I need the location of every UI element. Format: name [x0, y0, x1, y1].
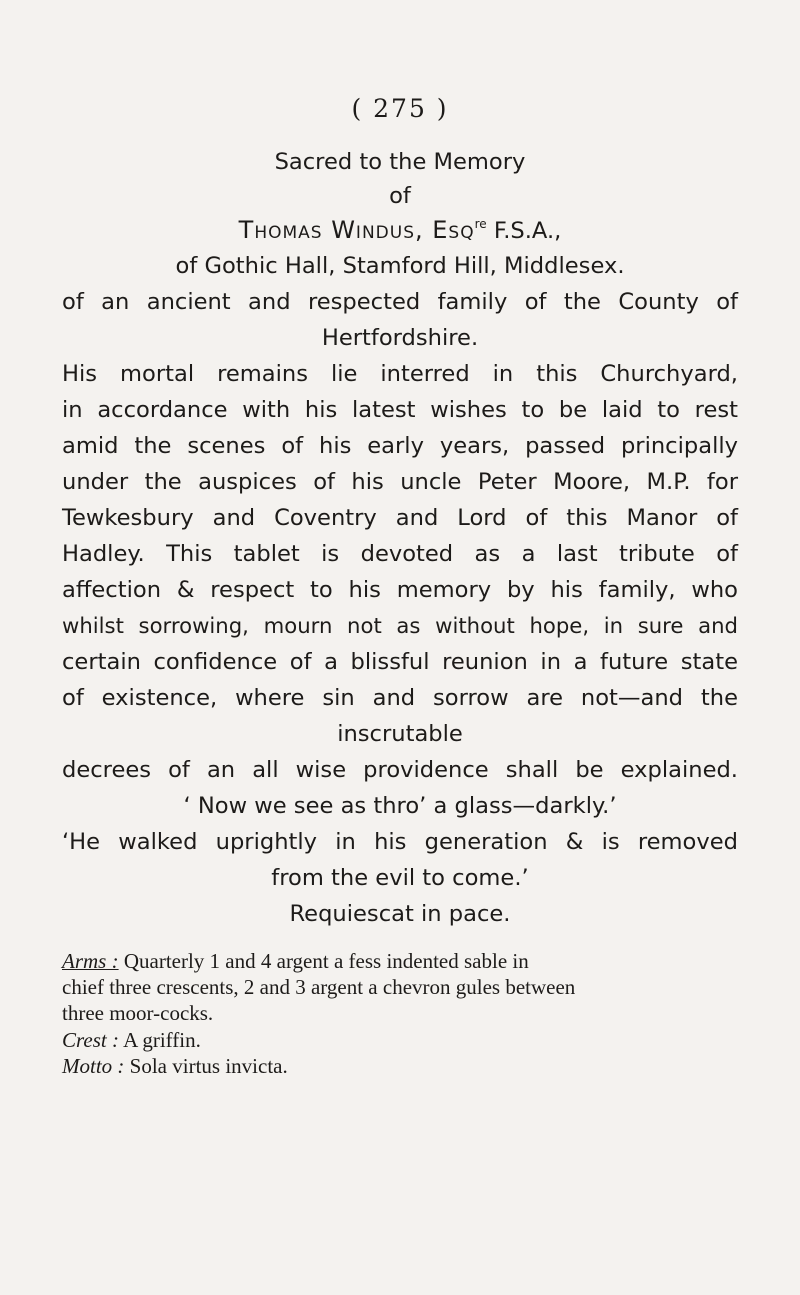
- body-line-closing: Requiescat in pace.: [289, 901, 511, 927]
- body-line: Hadley. This tablet is devoted as a last tribute of: [62, 541, 738, 567]
- heading-name-superscript: re: [474, 217, 487, 231]
- body-line: inscrutable: [337, 721, 463, 747]
- body-line: under the auspices of his uncle Peter Moore, M.P. for: [62, 469, 738, 495]
- body-line: in accordance with his latest wishes to be laid to rest: [62, 397, 738, 423]
- footnote-crest: [62, 1027, 738, 1053]
- body-line: whilst sorrowing, mourn not as without hope, in sure and: [62, 613, 738, 638]
- body-line-quote: ‘He walked uprightly in his generation & is removed: [62, 829, 738, 855]
- body-line: affection & respect to his memory by his family, who: [62, 577, 738, 603]
- body-line: Tewkesbury and Coventry and Lord of this Manor of: [62, 505, 738, 531]
- body-line-quote: from the evil to come.’: [271, 865, 529, 891]
- body-line: certain confidence of a blissful reunion in a future state: [62, 649, 738, 675]
- heading-name-text: Thomas Windus, Esq: [238, 216, 475, 244]
- footnote-crest-label: Crest :: [62, 1028, 119, 1052]
- heading-name-suffix: F.S.A.,: [486, 218, 562, 244]
- body-line: decrees of an all wise providence shall be explained.: [62, 757, 738, 783]
- body-line: amid the scenes of his early years, passed principally: [62, 433, 738, 459]
- body-line-quote: ‘ Now we see as thro’ a glass—darkly.’: [183, 793, 617, 819]
- footnote-motto-text: Sola virtus invicta.: [124, 1054, 288, 1078]
- footnote-arms-label: Arms :: [62, 949, 119, 973]
- body-line: of an ancient and respected family of the County of: [62, 289, 738, 315]
- page-number: ( 275 ): [351, 94, 449, 123]
- body-line: of existence, where sin and sorrow are not—and the: [62, 685, 738, 711]
- heading-name: [62, 214, 738, 247]
- heading-line-of: of: [389, 183, 411, 209]
- footnote-crest-text: A griffin.: [118, 1028, 201, 1052]
- body-line: His mortal remains lie interred in this Churchyard,: [62, 361, 738, 387]
- footnote-arms-text: Quarterly 1 and 4 argent a fess indented sable in: [118, 949, 529, 973]
- heading-address: of Gothic Hall, Stamford Hill, Middlesex.: [175, 253, 625, 279]
- footnote-arms-continued: three moor-cocks.: [62, 1001, 214, 1025]
- footnote-arms-continued: chief three crescents, 2 and 3 argent a chevron gules between: [62, 975, 576, 999]
- body-line: Hertfordshire.: [321, 325, 479, 351]
- footnote-motto-label: Motto :: [62, 1054, 125, 1078]
- heading-line-sacred: Sacred to the Memory: [274, 149, 526, 175]
- footnote-motto: [62, 1053, 738, 1079]
- footnote-arms: [62, 948, 738, 974]
